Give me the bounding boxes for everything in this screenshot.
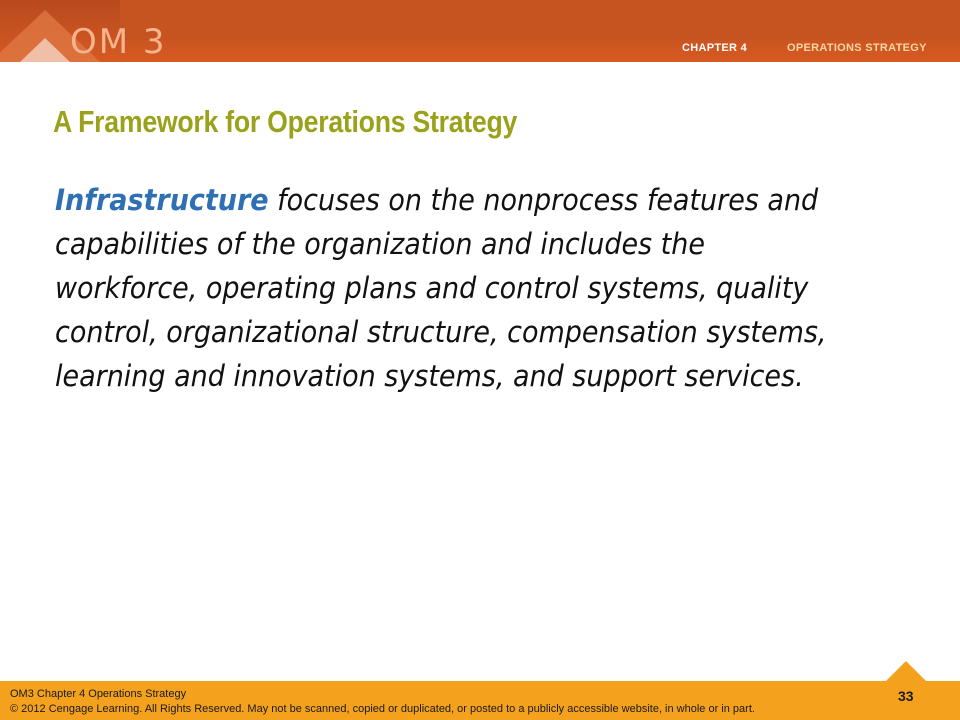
header-bar: [0, 0, 960, 62]
keyword-infrastructure: Infrastructure: [55, 183, 269, 217]
footer-copyright: © 2012 Cengage Learning. All Rights Reserved. May not be scanned, copied or duplicated, or posted to a publicly accessible website, in whole or in part.: [10, 703, 755, 715]
slide-body: [55, 178, 846, 398]
header-band: [120, 0, 960, 40]
slide-title: A Framework for Operations Strategy: [53, 104, 518, 139]
footer-course-label: OM3 Chapter 4 Operations Strategy: [10, 688, 187, 700]
footer-notch-icon: [884, 661, 944, 683]
body-text: focuses on the nonprocess features and capabilities of the organization and includes the workforce, operating plans and control systems, quality control, organizational structure, compensation systems, learning and innovation systems, and support services.: [55, 183, 827, 393]
page-number: 33: [898, 688, 914, 704]
chapter-topic: OPERATIONS STRATEGY: [787, 42, 927, 54]
logo-text: OM 3: [70, 22, 167, 62]
chapter-label: CHAPTER 4: [682, 42, 748, 54]
